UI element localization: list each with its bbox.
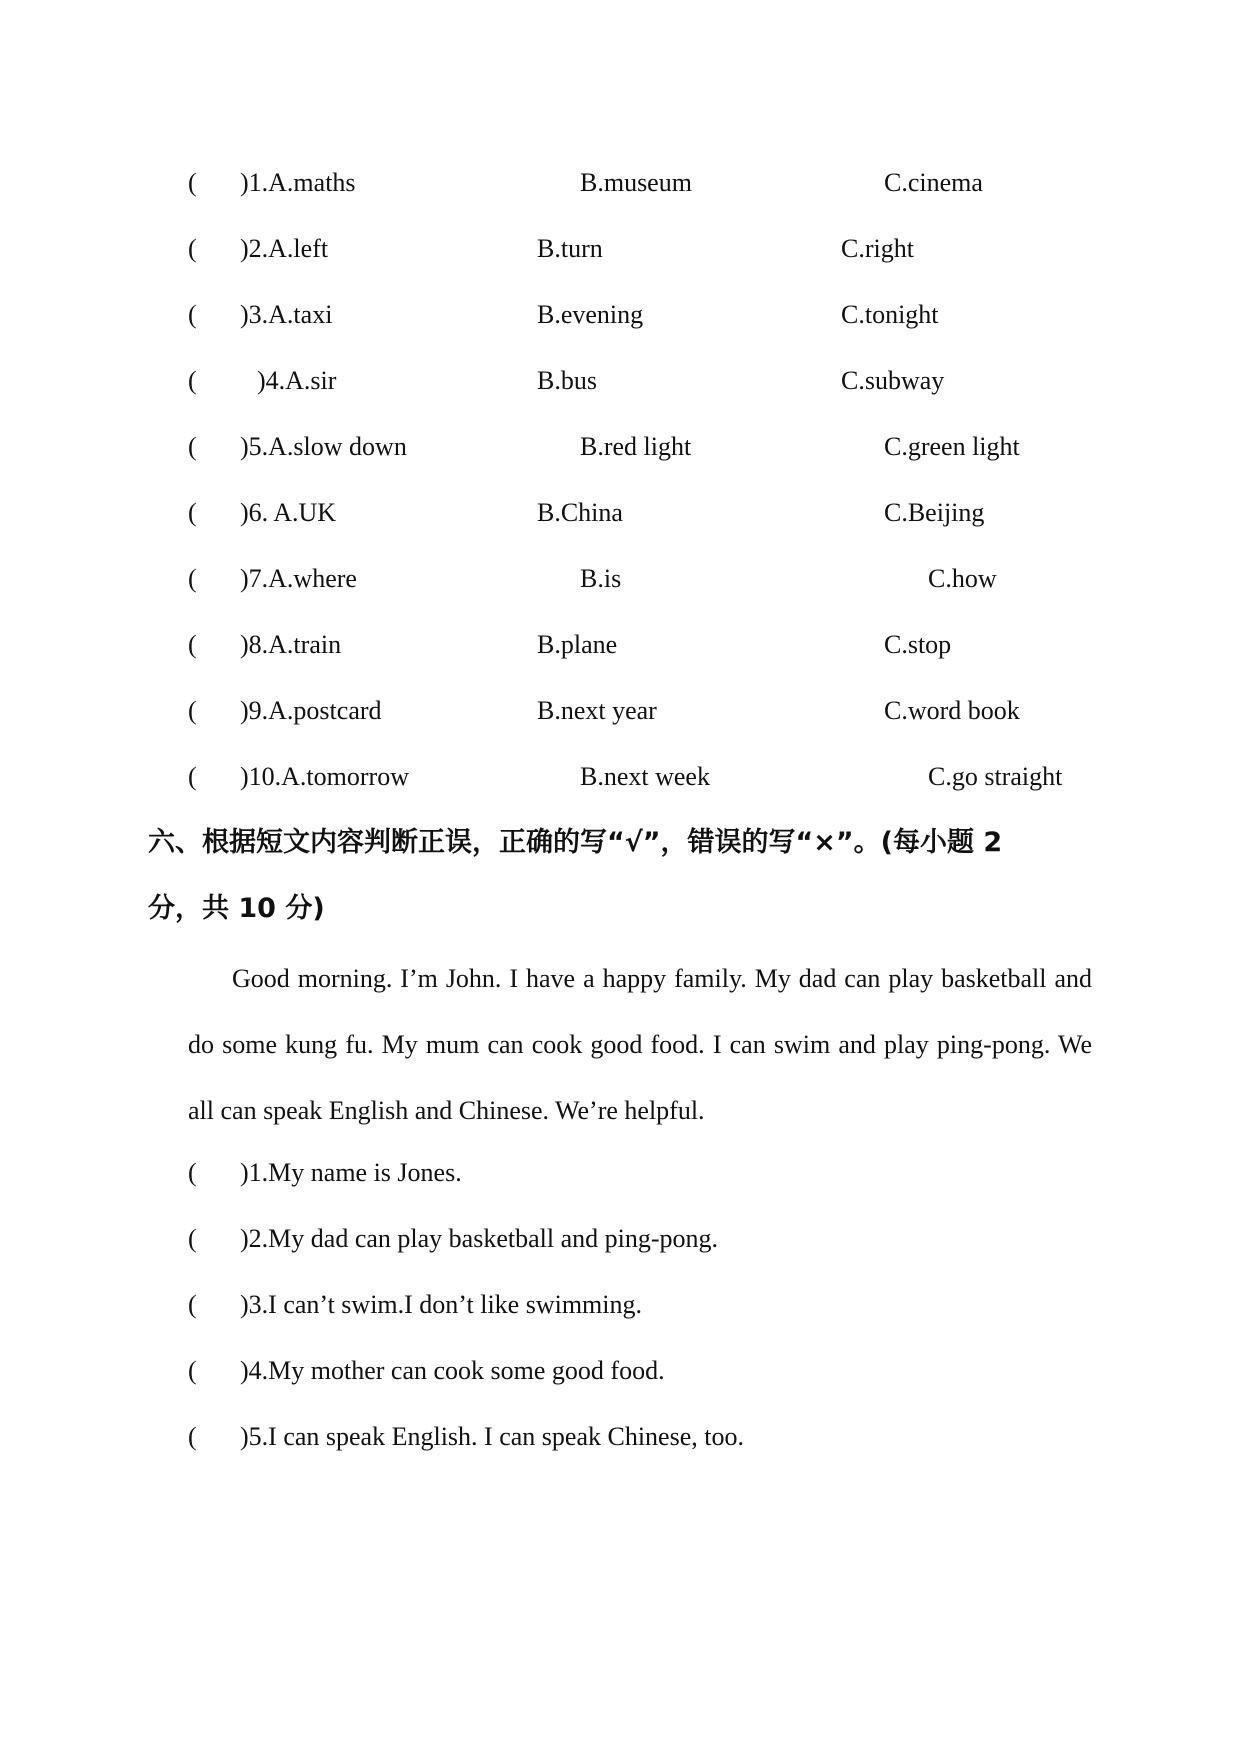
- option-c: C.how: [928, 564, 997, 593]
- option-c: C.cinema: [884, 168, 983, 197]
- option-b: B.is: [580, 564, 622, 593]
- choice-item-6: [0, 493, 1241, 533]
- answer-bracket[interactable]: (: [188, 1158, 197, 1187]
- option-b: B.China: [537, 498, 623, 527]
- answer-bracket[interactable]: (: [188, 234, 197, 263]
- statement-1: [0, 1153, 1241, 1193]
- option-b: B.museum: [580, 168, 692, 197]
- option-a: )8.A.train: [240, 630, 342, 659]
- passage-text: Good morning. I’m John. I have a happy family. My dad can play basketball and do some kung fu. My mum can cook good food. I can swim and play ping-pong. We all can speak English and Chinese. We’re helpful.: [188, 964, 1092, 1125]
- statement-text: )4.My mother can cook some good food.: [240, 1356, 665, 1385]
- answer-bracket[interactable]: (: [188, 498, 197, 527]
- option-c: C.tonight: [841, 300, 939, 329]
- option-b: B.bus: [537, 366, 597, 395]
- answer-bracket[interactable]: (: [188, 564, 197, 593]
- choice-item-8: [0, 625, 1241, 665]
- answer-bracket[interactable]: (: [188, 300, 197, 329]
- statement-text: )3.I can’t swim.I don’t like swimming.: [240, 1290, 642, 1319]
- choice-item-2: [0, 229, 1241, 269]
- reading-passage: [188, 946, 1092, 1144]
- option-c: C.subway: [841, 366, 945, 395]
- section-6-heading-line-1: 六、根据短文内容判断正误，正确的写“√”，错误的写“×”。(每小题 2: [148, 827, 1003, 858]
- option-c: C.stop: [884, 630, 952, 659]
- option-c: C.Beijing: [884, 498, 985, 527]
- answer-bracket[interactable]: (: [188, 1224, 197, 1253]
- choice-item-4: [0, 361, 1241, 401]
- option-a: )5.A.slow down: [240, 432, 407, 461]
- choice-item-3: [0, 295, 1241, 335]
- option-b: B.red light: [580, 432, 692, 461]
- answer-bracket[interactable]: (: [188, 696, 197, 725]
- answer-bracket[interactable]: (: [188, 432, 197, 461]
- statement-5: [0, 1417, 1241, 1457]
- option-a: )10.A.tomorrow: [240, 762, 409, 791]
- option-a: )4.A.sir: [257, 366, 337, 395]
- answer-bracket[interactable]: (: [188, 1422, 197, 1451]
- answer-bracket[interactable]: (: [188, 630, 197, 659]
- statement-text: )1.My name is Jones.: [240, 1158, 462, 1187]
- option-a: )7.A.where: [240, 564, 357, 593]
- option-b: B.next week: [580, 762, 710, 791]
- option-c: C.green light: [884, 432, 1020, 461]
- statement-4: [0, 1351, 1241, 1391]
- statement-text: )2.My dad can play basketball and ping-pong.: [240, 1224, 718, 1253]
- choice-item-10: [0, 757, 1241, 797]
- option-a: )1.A.maths: [240, 168, 356, 197]
- choice-item-9: [0, 691, 1241, 731]
- option-a: )3.A.taxi: [240, 300, 333, 329]
- answer-bracket[interactable]: (: [188, 168, 197, 197]
- choice-item-7: [0, 559, 1241, 599]
- option-a: )6. A.UK: [240, 498, 337, 527]
- answer-bracket[interactable]: (: [188, 1356, 197, 1385]
- option-c: C.go straight: [928, 762, 1063, 791]
- option-a: )2.A.left: [240, 234, 329, 263]
- option-b: B.turn: [537, 234, 603, 263]
- option-b: B.plane: [537, 630, 618, 659]
- option-b: B.evening: [537, 300, 644, 329]
- answer-bracket[interactable]: (: [188, 1290, 197, 1319]
- choice-item-5: [0, 427, 1241, 467]
- statement-2: [0, 1219, 1241, 1259]
- choice-item-1: [0, 163, 1241, 203]
- option-a: )9.A.postcard: [240, 696, 382, 725]
- option-c: C.right: [841, 234, 914, 263]
- statement-text: )5.I can speak English. I can speak Chinese, too.: [240, 1422, 744, 1451]
- statement-3: [0, 1285, 1241, 1325]
- option-b: B.next year: [537, 696, 657, 725]
- answer-bracket[interactable]: (: [188, 366, 197, 395]
- option-c: C.word book: [884, 696, 1020, 725]
- answer-bracket[interactable]: (: [188, 762, 197, 791]
- section-6-heading-line-2: 分，共 10 分): [148, 893, 325, 924]
